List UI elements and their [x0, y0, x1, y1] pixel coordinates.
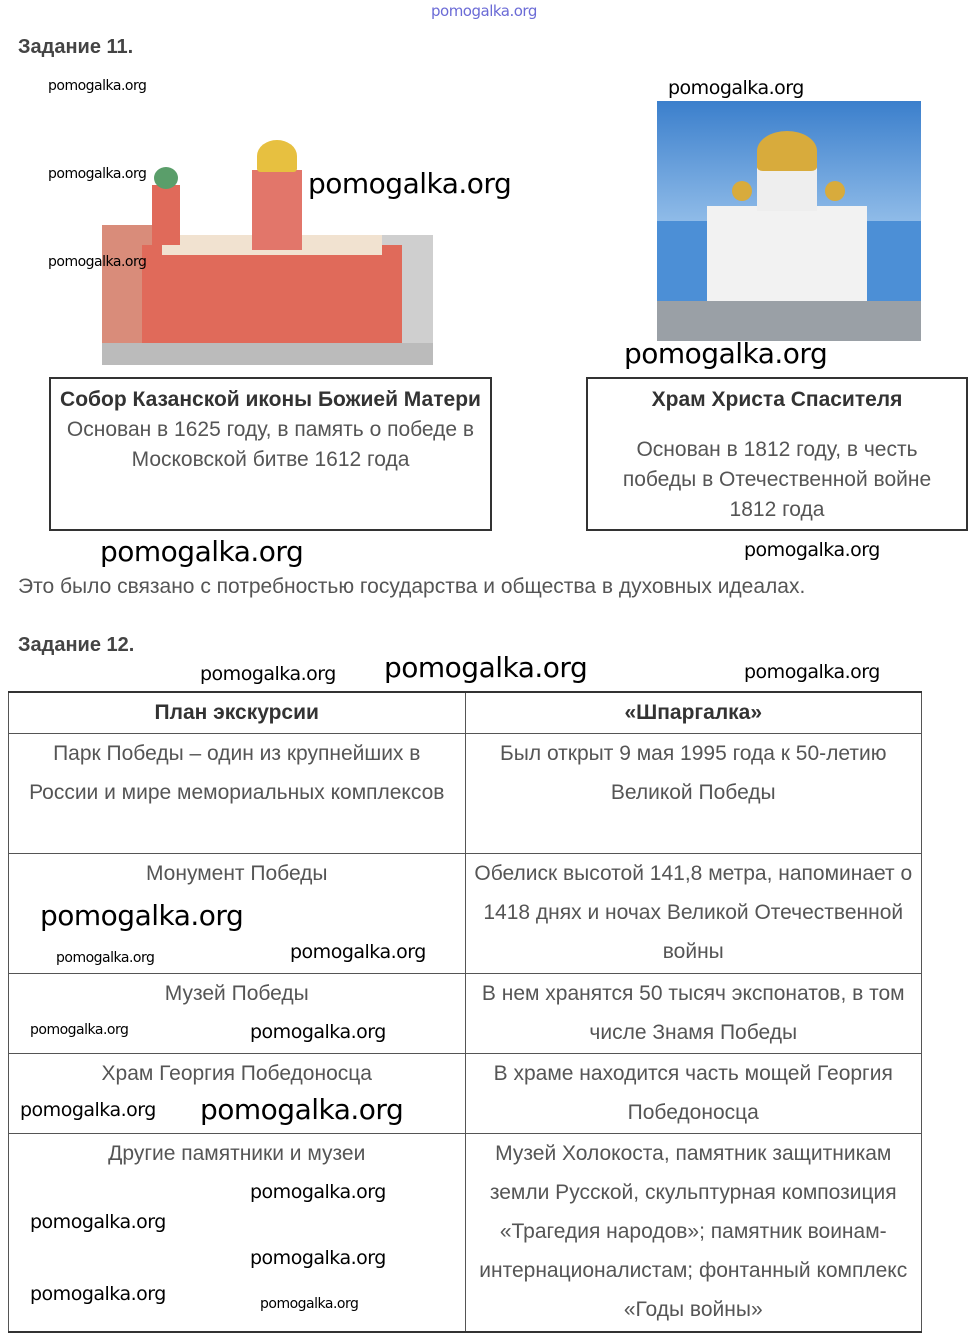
watermark: pomogalka.org [48, 254, 147, 270]
watermark: pomogalka.org [260, 1296, 359, 1312]
card-text: Основан в 1812 году, в честь победы в Отечественной войне 1812 года [622, 438, 932, 521]
christ-saviour-card [586, 377, 968, 531]
watermark: pomogalka.org [744, 661, 880, 683]
watermark: pomogalka.org [30, 1211, 166, 1233]
notes-cell: Обелиск высотой 141,8 метра, напоминает о 1418 днях и ночах Великой Отечественной войны [465, 854, 922, 974]
watermark: pomogalka.org [30, 1022, 129, 1038]
watermark: pomogalka.org [48, 78, 147, 94]
watermark: pomogalka.org [250, 1021, 386, 1043]
table-row [9, 734, 922, 854]
notes-cell: Музей Холокоста, памятник защитникам земли Русской, скульптурная композиция «Трагедия народов»; памятник воинам-интернационалистам; фонтанный комплекс «Годы войны» [465, 1134, 922, 1332]
task-11-conclusion: Это было связано с потребностью государства и общества в духовных идеалах. [18, 575, 806, 598]
watermark: pomogalka.org [668, 77, 804, 99]
excursion-table [8, 691, 922, 1333]
christ-saviour-image [657, 101, 921, 341]
header-cell: «Шпаргалка» [465, 692, 922, 734]
task-11-title: Задание 11. [18, 36, 134, 58]
header-cell: План экскурсии [9, 692, 466, 734]
card-text: Основан в 1625 году, в память о победе в Московской битве 1612 года [66, 418, 475, 471]
watermark: pomogalka.org [20, 1099, 156, 1121]
plan-cell: Другие памятники и музеи [9, 1134, 466, 1332]
watermark: pomogalka.org [744, 539, 880, 561]
plan-cell: Монумент Победы [9, 854, 466, 974]
notes-cell: В нем хранятся 50 тысяч экспонатов, в том числе Знамя Победы [465, 974, 922, 1054]
watermark: pomogalka.org [200, 1093, 404, 1126]
plan-cell: Парк Победы – один из крупнейших в России и мире мемориальных комплексов [9, 734, 466, 854]
task-12-title: Задание 12. [18, 634, 135, 656]
watermark: pomogalka.org [250, 1181, 386, 1203]
watermark: pomogalka.org [30, 1283, 166, 1305]
card-title: Собор Казанской иконы Божией Матери [60, 388, 481, 411]
header-watermark: pomogalka.org [431, 2, 537, 20]
table-header-row [9, 692, 922, 734]
card-title: Храм Христа Спасителя [651, 388, 903, 411]
watermark: pomogalka.org [290, 941, 426, 963]
watermark: pomogalka.org [624, 337, 828, 370]
watermark: pomogalka.org [48, 166, 147, 182]
kazan-cathedral-image [102, 115, 433, 365]
watermark: pomogalka.org [200, 663, 336, 685]
watermark: pomogalka.org [100, 535, 304, 568]
notes-cell: Был открыт 9 мая 1995 года к 50-летию Великой Победы [465, 734, 922, 854]
plan-cell: Храм Георгия Победоносца [9, 1054, 466, 1134]
plan-cell: Музей Победы [9, 974, 466, 1054]
kazan-cathedral-card [49, 377, 492, 531]
notes-cell: В храме находится часть мощей Георгия Победоносца [465, 1054, 922, 1134]
watermark: pomogalka.org [56, 950, 155, 966]
watermark: pomogalka.org [250, 1247, 386, 1269]
watermark: pomogalka.org [384, 651, 588, 684]
watermark: pomogalka.org [308, 167, 512, 200]
table-row [9, 974, 922, 1054]
watermark: pomogalka.org [40, 899, 244, 932]
